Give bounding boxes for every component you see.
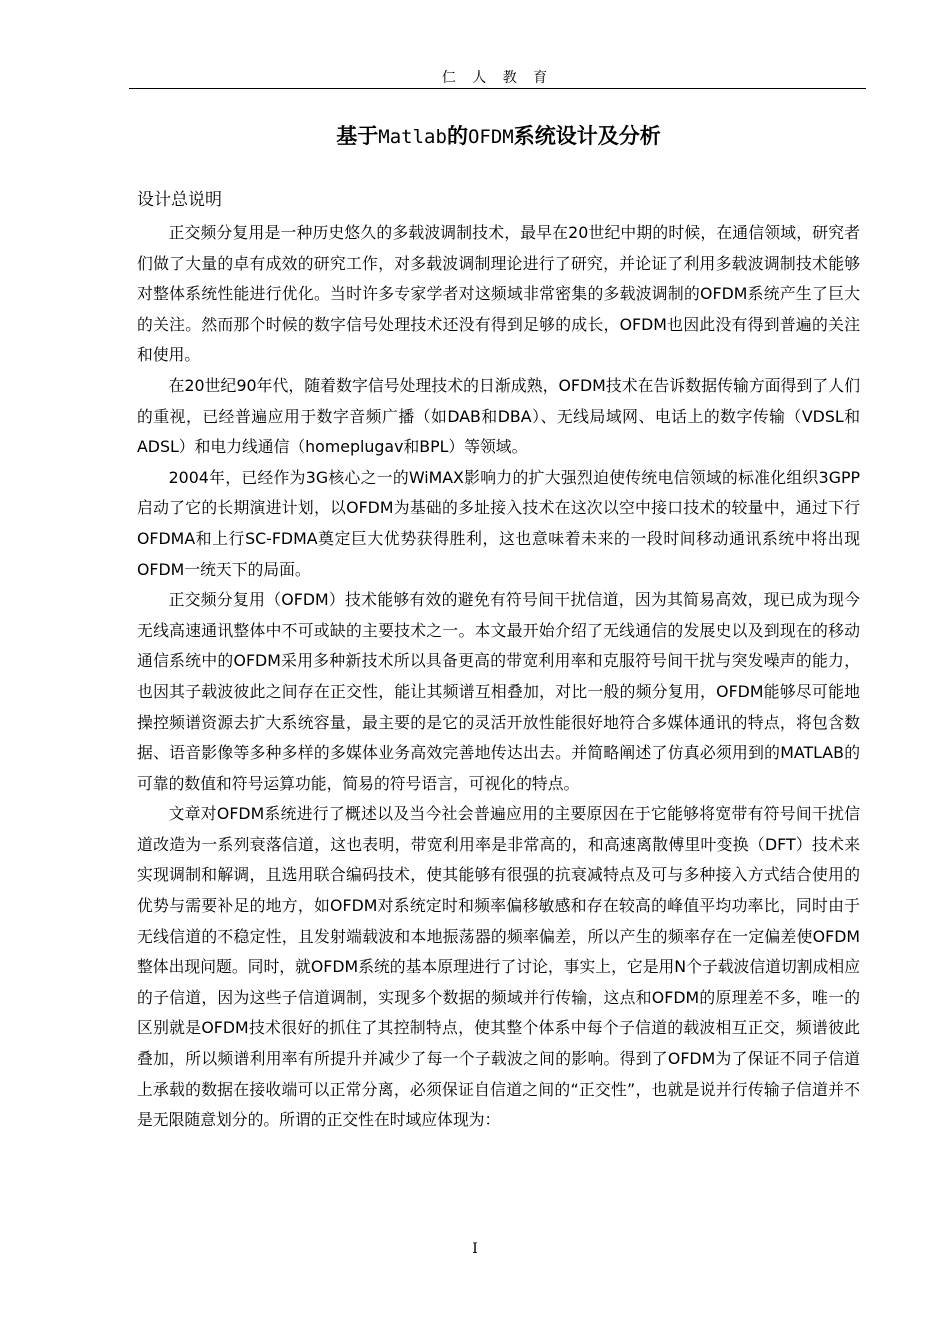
title-part-1: 基于 — [336, 124, 379, 148]
paragraph-5: 文章对OFDM系统进行了概述以及当今社会普遍应用的主要原因在于它能够将宽带有符号间干扰信道改造为一系列衰落信道，这也表明，带宽利用率是非常高的，和高速离散傅里叶变换（DFT）技术来实现调制和解调，且选用联合编码技术，使其能够有很强的抗衰减特点及可与多种接入方式结合使用的优势与需要补足的地方，如OFDM对系统定时和频率偏移敏感和存在较高的峰值平均功率比，同时由于无线信道的不稳定性，且发射端载波和本地振荡器的频率偏差，所以产生的频率存在一定偏差使OFDM整体出现问题。同时，就OFDM系统的基本原理进行了讨论，事实上，它是用N个子载波信道切割成相应的子信道，因为这些子信道调制，实现多个数据的频域并行传输，这点和OFDM的原理差不多，唯一的区别就是OFDM技术很好的抓住了其控制特点，使其整个体系中每个子信道的载波相互正交，频谱彼此叠加，所以频谱利用率有所提升并减少了每一个子载波之间的影响。得到了OFDM为了保证不同子信道上承载的数据在接收端可以正常分离，必须保证自信道之间的“正交性”，也就是说并行传输子信道并不是无限随意划分的。所谓的正交性在时域应体现为： — [137, 804, 860, 1130]
paragraph-2: 在20世纪90年代，随着数字信号处理技术的日渐成熟，OFDM技术在告诉数据传输方面得到了人们的重视，已经普遍应用于数字音频广播（如DAB和DBA）、无线局域网、电话上的数字传输（VDSL和ADSL）和电力线通信（homeplugav和BPL）等领域。 — [137, 375, 860, 457]
paragraph-3: 2004年，已经作为3G核心之一的WiMAX影响力的扩大强烈迫使传统电信领域的标准化组织3GPP启动了它的长期演进计划，以OFDM为基础的多址接入技术在这次以空中接口技术的较量中，通过下行OFDMA和上行SC-FDMA奠定巨大优势获得胜利，这也意味着未来的一段时间移动通讯系统中将出现OFDM一统天下的局面。 — [137, 467, 860, 579]
page-header — [129, 70, 866, 89]
page-number: I — [472, 1241, 478, 1257]
title-part-4: OFDM — [467, 126, 514, 148]
body-text — [137, 218, 860, 1136]
title-part-5: 系统设计及分析 — [513, 124, 661, 148]
header-text: 仁 人 教 育 — [441, 70, 554, 86]
paragraph-4: 正交频分复用（OFDM）技术能够有效的避免有符号间干扰信道，因为其简易高效，现已成为现今无线高速通讯整体中不可或缺的主要技术之一。本文最开始介绍了无线通信的发展史以及到现在的移动通信系统中的OFDM采用多种新技术所以具备更高的带宽利用率和克服符号间干扰与突发噪声的能力，也因其子载波彼此之间存在正交性，能让其频谱互相叠加，对比一般的频分复用，OFDM能够尽可能地操控频谱资源去扩大系统容量，最主要的是它的灵活开放性能很好地符合多媒体通讯的特点，将包含数据、语音影像等多种多样的多媒体业务高效完善地传达出去。并简略阐述了仿真必须用到的MATLAB的可靠的数值和符号运算功能，简易的符号语言，可视化的特点。 — [137, 590, 860, 793]
section-heading: 设计总说明 — [137, 190, 222, 210]
title-part-3: 的 — [446, 124, 468, 148]
paragraph-1: 正交频分复用是一种历史悠久的多载波调制技术，最早在20世纪中期的时候，在通信领域，研究者们做了大量的卓有成效的研究工作，对多载波调制理论进行了研究，并论证了利用多载波调制技术能够对整体系统性能进行优化。当时许多专家学者对这频域非常密集的多载波调制的OFDM系统产生了巨大的关注。然而那个时候的数字信号处理技术还没有得到足够的成长，OFDM也因此没有得到普遍的关注和使用。 — [137, 223, 860, 365]
title-part-2: Matlab — [378, 126, 447, 148]
document-title — [137, 120, 860, 153]
